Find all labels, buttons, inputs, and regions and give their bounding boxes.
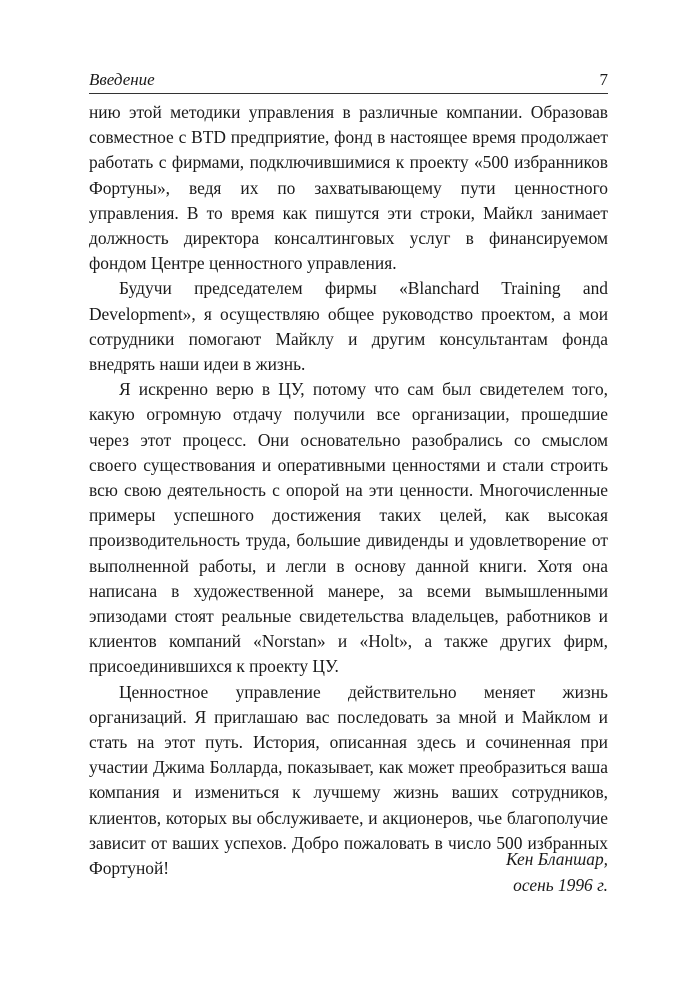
signature-author: Кен Бланшар, [505,849,608,869]
signature [506,846,608,898]
chapter-title: Введение [89,70,155,89]
paragraph-2: Будучи председателем фирмы «Blanchard Training and Development», я осуществляю общее руководство проектом, а мои сотрудники помогают Майклу и другим консультантам фонда внедрять наши идеи в жизнь. [89,278,608,375]
running-head [89,70,608,92]
page-number: 7 [599,70,608,89]
paragraph-3: Я искренно верю в ЦУ, потому что сам был свидетелем того, какую огромную отдачу получили все организации, прошедшие через этот процесс. Они основательно разобрались со смыслом своего существования и оперативными ценностями и стали строить всю свою деятельность с опорой на эти ценности. Многочисленные примеры успешного достижения таких целей, как высокая производительность труда, большие дивиденды и удовлетворение от выполненной работы, и легли в основу данной книги. Хотя она написана в художественной манере, за всеми вымышленными эпизодами стоят реальные свидетельства владельцев, работников и клиентов компаний «Norstan» и «Holt», а также других фирм, присоединившихся к проекту ЦУ. [89,379,608,677]
paragraph-4: Ценностное управление действительно меняет жизнь организаций. Я приглашаю вас последовать за мной и Майклом и стать на этот путь. История, описанная здесь и сочиненная при участии Джима Болларда, показывает, как может преобразиться ваша компания и измениться к лучшему жизнь ваших сотрудников, клиентов, которых вы обслуживаете, и акционеров, чье благополучие зависит от ваших успехов. Добро пожаловать в число 500 избранных Фортуной! [89,681,608,879]
signature-date: осень 1996 г. [513,875,608,895]
paragraph-1: нию этой методики управления в различные компании. Образовав совместное с BTD предприятие, фонд в настоящее время продолжает работать с фирмами, подключившимися к проекту «500 избранников Фортуны», ведя их по захватывающему пути ценностного управления. В то время как пишутся эти строки, Майкл занимает должность директора консалтинговых услуг в финансируемом фондом Центре ценностного управления. [89,102,608,274]
body-text [89,100,608,881]
header-rule [89,93,608,94]
